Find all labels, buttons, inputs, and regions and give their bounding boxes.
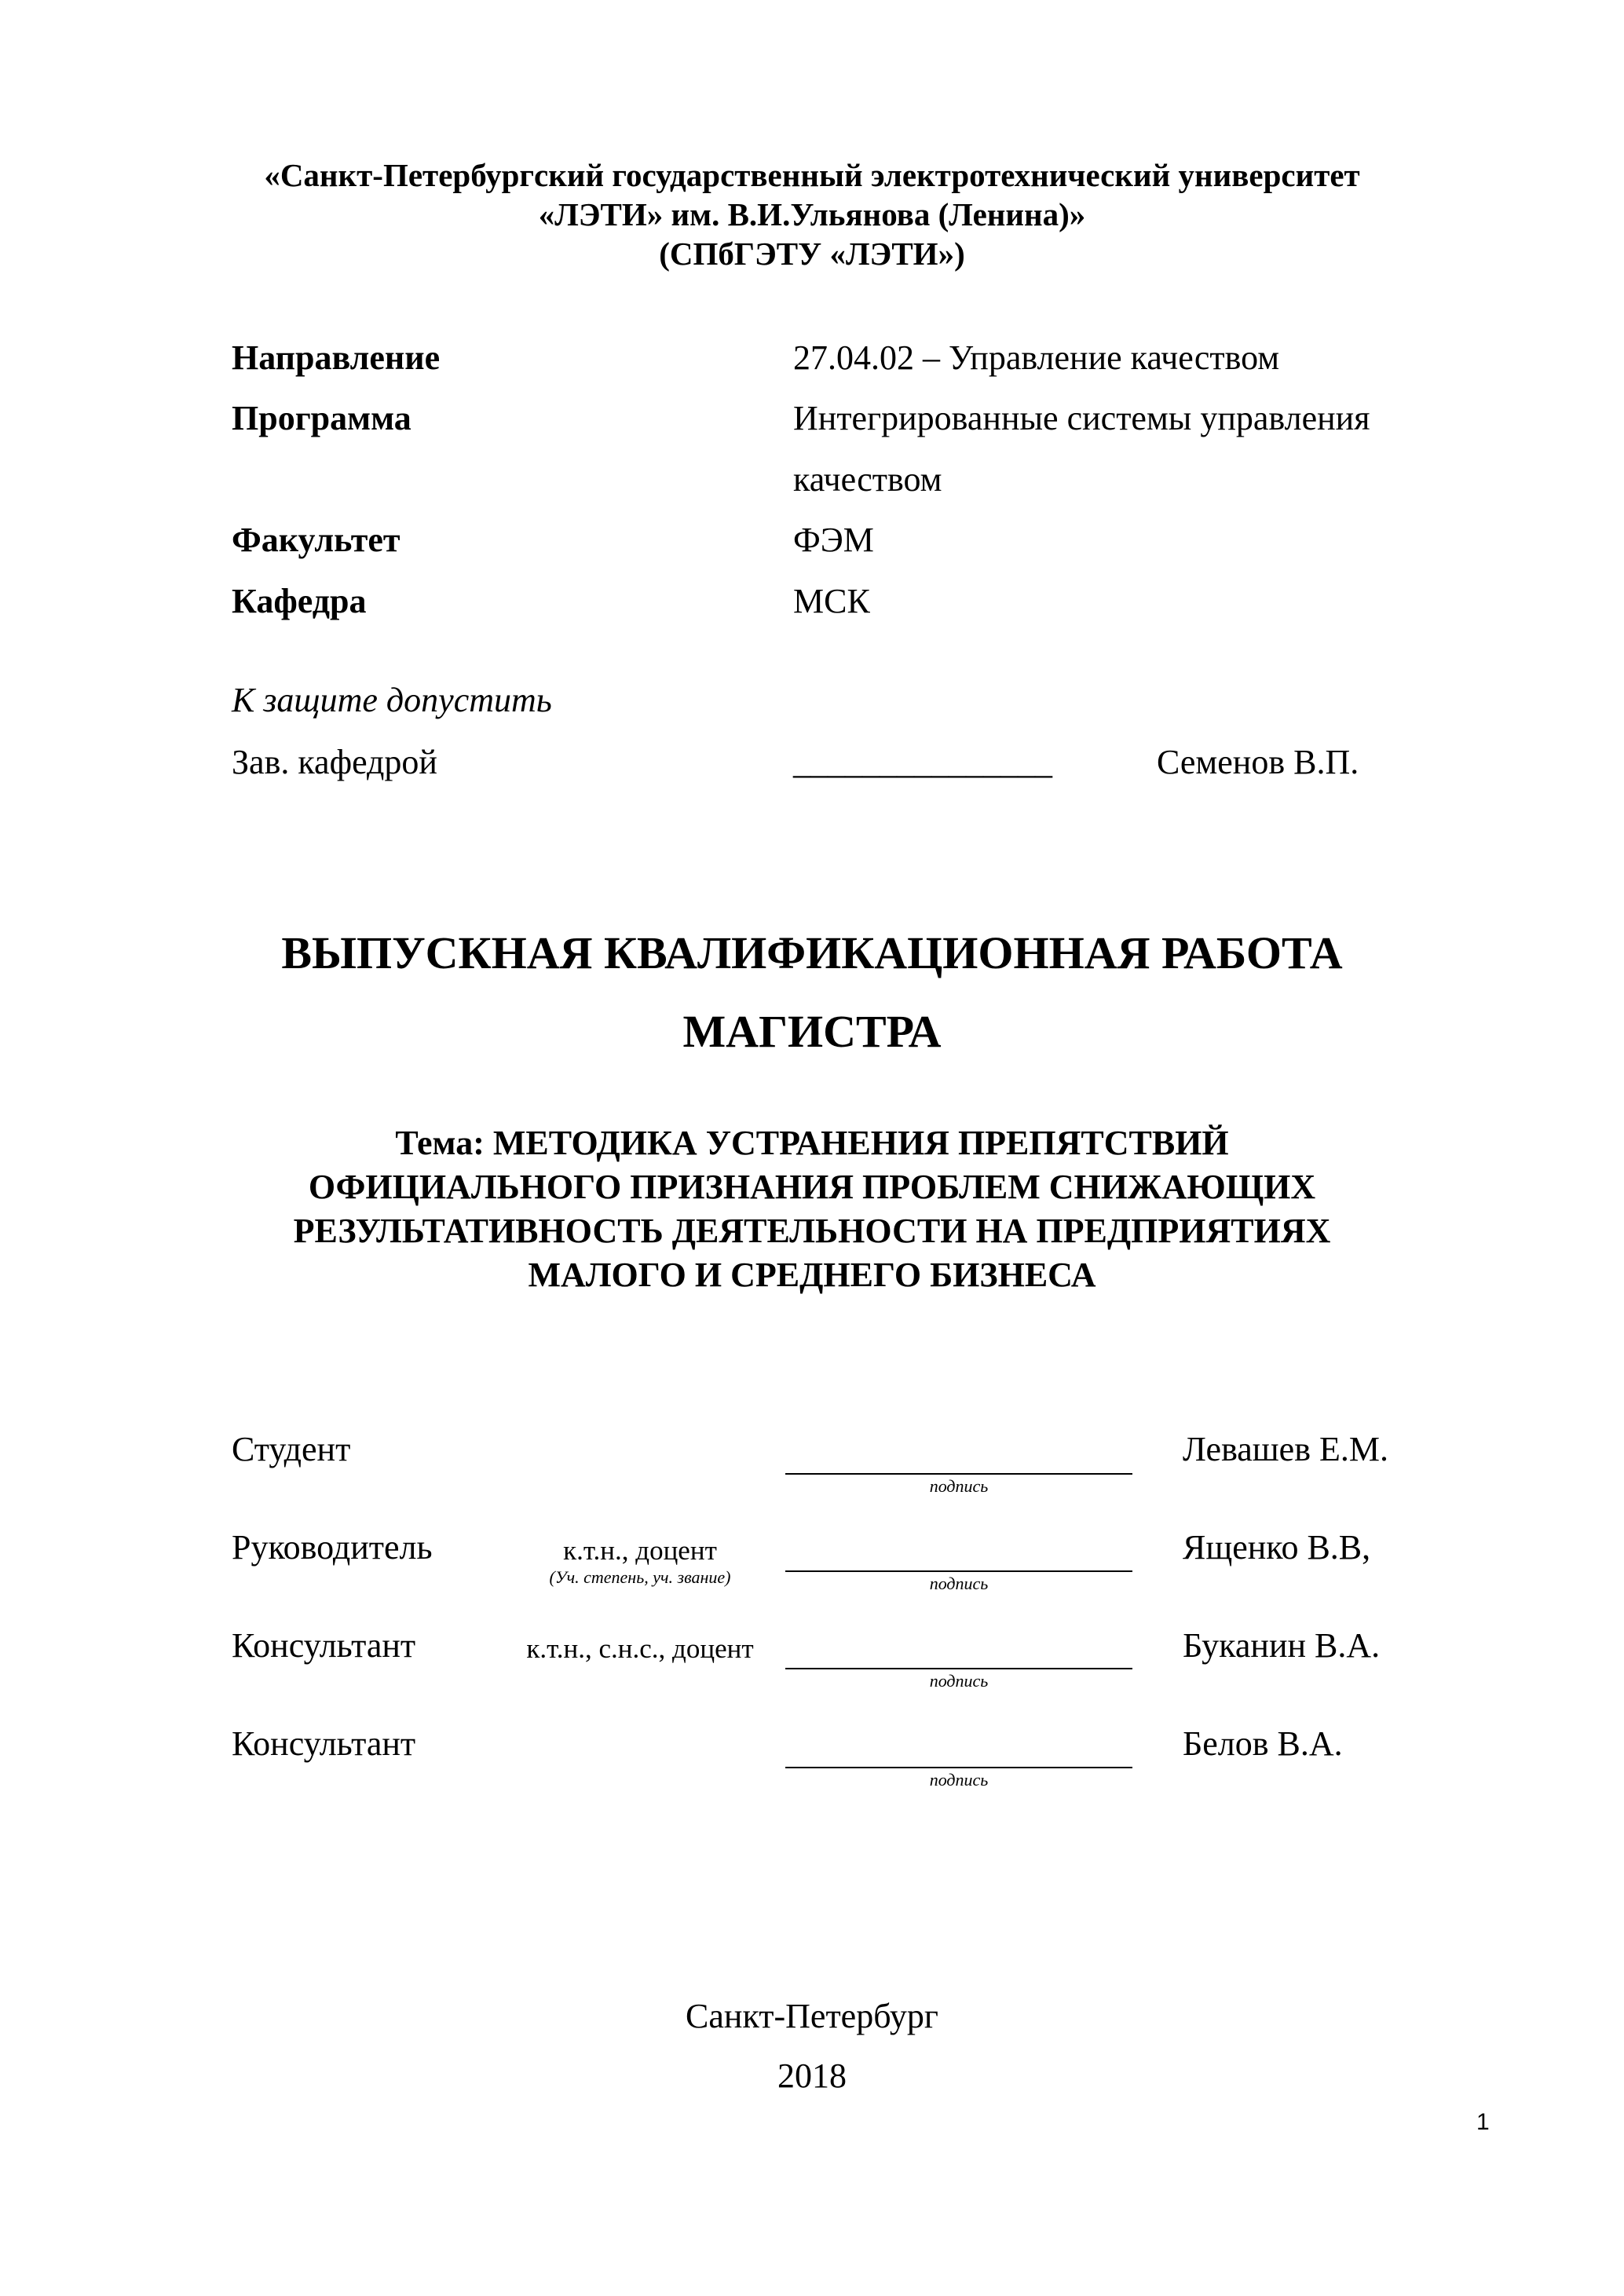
page-number: 1 <box>1476 2109 1490 2135</box>
consultant-1-signature-caption: подпись <box>929 1671 989 1691</box>
head-of-department-name: Семенов В.П. <box>1157 743 1359 781</box>
university-name-line-2: «ЛЭТИ» им. В.И.Ульянова (Ленина)» <box>538 196 1086 232</box>
consultant-1-degree: к.т.н., с.н.с., доцент <box>526 1633 754 1664</box>
topic-line-2: ОФИЦИАЛЬНОГО ПРИЗНАНИЯ ПРОБЛЕМ СНИЖАЮЩИХ <box>308 1168 1316 1206</box>
supervisor-degree-caption: (Уч. степень, уч. звание) <box>549 1567 731 1587</box>
head-signature-blank: _______________ <box>793 743 1052 781</box>
consultant-1-signature-line <box>785 1668 1132 1669</box>
university-name-line-1: «Санкт-Петербургский государственный электротехнический университет <box>264 157 1360 193</box>
head-of-department-label: Зав. кафедрой <box>232 743 437 781</box>
program-value-line-1: Интегрированные системы управления <box>793 399 1370 437</box>
department-label: Кафедра <box>232 582 367 620</box>
student-signature-caption: подпись <box>929 1476 989 1496</box>
direction-label: Направление <box>232 338 441 377</box>
program-label: Программа <box>232 399 411 437</box>
topic-line-1: Тема: МЕТОДИКА УСТРАНЕНИЯ ПРЕПЯТСТВИЙ <box>395 1124 1229 1162</box>
faculty-value: ФЭМ <box>793 521 874 559</box>
footer-city: Санкт-Петербург <box>686 1997 938 2035</box>
student-signature-line <box>785 1473 1132 1475</box>
consultant-2-role-label: Консультант <box>232 1724 416 1763</box>
footer-year: 2018 <box>777 2057 847 2095</box>
consultant-1-role-label: Консультант <box>232 1626 416 1665</box>
consultant-1-name: Буканин В.А. <box>1183 1626 1381 1665</box>
thesis-title-line-2: МАГИСТРА <box>682 1006 942 1057</box>
consultant-2-signature-line <box>785 1767 1132 1768</box>
consultant-2-signature-caption: подпись <box>929 1770 989 1790</box>
topic-line-4: МАЛОГО И СРЕДНЕГО БИЗНЕСА <box>528 1256 1096 1294</box>
topic-line-3: РЕЗУЛЬТАТИВНОСТЬ ДЕЯТЕЛЬНОСТИ НА ПРЕДПРИЯТИЯХ <box>293 1212 1331 1250</box>
direction-value: 27.04.02 – Управление качеством <box>793 338 1280 377</box>
student-role-label: Студент <box>232 1430 351 1468</box>
supervisor-role-label: Руководитель <box>232 1528 433 1567</box>
thesis-title-line-1: ВЫПУСКНАЯ КВАЛИФИКАЦИОННАЯ РАБОТА <box>281 927 1343 978</box>
department-value: МСК <box>793 582 870 620</box>
consultant-2-name: Белов В.А. <box>1183 1724 1343 1763</box>
supervisor-signature-caption: подпись <box>929 1574 989 1593</box>
program-value-line-2: качеством <box>793 460 942 499</box>
faculty-label: Факультет <box>232 521 401 559</box>
admit-to-defense-text: К защите допустить <box>232 681 552 719</box>
supervisor-signature-line <box>785 1570 1132 1572</box>
university-abbreviation: (СПбГЭТУ «ЛЭТИ») <box>659 236 965 272</box>
supervisor-name: Ященко В.В, <box>1183 1528 1371 1567</box>
supervisor-degree: к.т.н., доцент <box>563 1535 717 1566</box>
student-name: Левашев Е.М. <box>1183 1430 1388 1468</box>
